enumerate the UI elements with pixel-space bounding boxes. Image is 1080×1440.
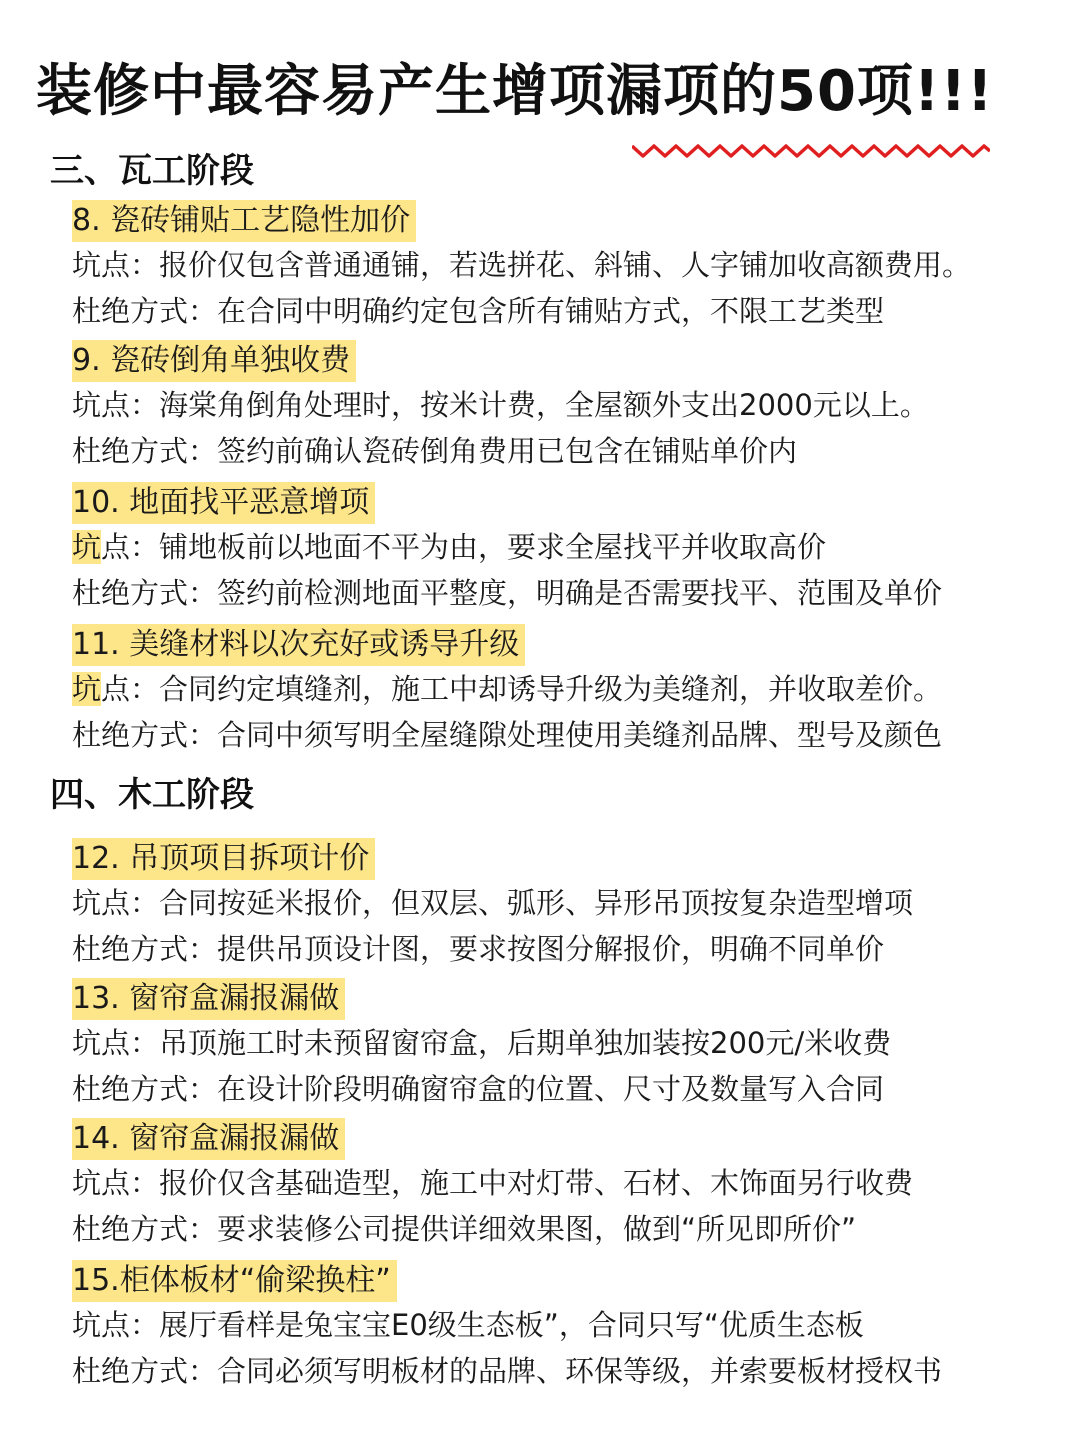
item-title: 13. 窗帘盒漏报漏做 xyxy=(72,978,345,1020)
fix-line xyxy=(72,1206,1032,1252)
pitfall-label: 坑点： xyxy=(72,1166,160,1200)
item-title: 15.柜体板材“偷梁换柱” xyxy=(72,1260,397,1302)
pitfall-label: 坑点： xyxy=(72,248,160,282)
pitfall-label: 点： xyxy=(101,672,160,706)
fix-text: 签约前确认瓷砖倒角费用已包含在铺贴单价内 xyxy=(217,434,798,468)
pitfall-text: 展厅看样是兔宝宝E0级生态板”，合同只写“优质生态板 xyxy=(159,1308,864,1342)
list-item xyxy=(72,200,1032,334)
fix-label: 杜绝方式： xyxy=(72,434,218,468)
fix-label: 杜绝方式： xyxy=(72,1072,218,1106)
pitfall-text: 报价仅包含普通通铺，若选拼花、斜铺、人字铺加收高额费用。 xyxy=(159,248,972,282)
list-item xyxy=(72,1260,1032,1394)
fix-label: 杜绝方式： xyxy=(72,1354,218,1388)
pitfall-text: 报价仅含基础造型，施工中对灯带、石材、木饰面另行收费 xyxy=(159,1166,914,1200)
pitfall-line xyxy=(72,880,1032,926)
fix-text: 提供吊顶设计图，要求按图分解报价，明确不同单价 xyxy=(217,932,885,966)
fix-line xyxy=(72,1066,1032,1112)
pitfall-label: 坑点： xyxy=(72,1026,160,1060)
fix-text: 合同必须写明板材的品牌、环保等级，并索要板材授权书 xyxy=(217,1354,943,1388)
pitfall-text: 铺地板前以地面不平为由，要求全屋找平并收取高价 xyxy=(159,530,827,564)
red-squiggle-decoration xyxy=(632,140,990,160)
item-title: 9. 瓷砖倒角单独收费 xyxy=(72,340,356,382)
fix-label: 杜绝方式： xyxy=(72,294,218,328)
fix-line xyxy=(72,1348,1032,1394)
item-title: 8. 瓷砖铺贴工艺隐性加价 xyxy=(72,200,416,242)
page-title: 装修中最容易产生增项漏项的50项!!! xyxy=(36,59,994,124)
fix-line xyxy=(72,926,1032,972)
list-item xyxy=(72,482,1032,616)
fix-line xyxy=(72,570,1032,616)
pitfall-text: 海棠角倒角处理时，按米计费，全屋额外支出2000元以上。 xyxy=(159,388,929,422)
fix-text: 在设计阶段明确窗帘盒的位置、尺寸及数量写入合同 xyxy=(217,1072,885,1106)
fix-text: 合同中须写明全屋缝隙处理使用美缝剂品牌、型号及颜色 xyxy=(217,718,943,752)
list-item xyxy=(72,838,1032,972)
pitfall-label: 坑点： xyxy=(72,1308,160,1342)
pitfall-label: 坑点： xyxy=(72,388,160,422)
section-heading: 四、木工阶段 xyxy=(50,775,254,815)
list-item xyxy=(72,624,1032,758)
fix-line xyxy=(72,288,1032,334)
item-title: 12. 吊顶项目拆项计价 xyxy=(72,838,375,880)
pitfall-line xyxy=(72,524,1032,570)
item-title: 10. 地面找平恶意增项 xyxy=(72,482,375,524)
fix-label: 杜绝方式： xyxy=(72,576,218,610)
section-heading: 三、瓦工阶段 xyxy=(50,151,254,191)
fix-text: 要求装修公司提供详细效果图，做到“所见即所价” xyxy=(217,1212,857,1246)
pitfall-text: 合同约定填缝剂，施工中却诱导升级为美缝剂，并收取差价。 xyxy=(159,672,943,706)
pitfall-line xyxy=(72,242,1032,288)
list-item xyxy=(72,978,1032,1112)
pitfall-line xyxy=(72,666,1032,712)
fix-line xyxy=(72,428,1032,474)
pitfall-label-highlight: 坑 xyxy=(72,672,102,706)
pitfall-label: 坑点： xyxy=(72,886,160,920)
pitfall-label: 点： xyxy=(101,530,160,564)
pitfall-label-highlight: 坑 xyxy=(72,530,102,564)
fix-text: 在合同中明确约定包含所有铺贴方式，不限工艺类型 xyxy=(217,294,885,328)
pitfall-line xyxy=(72,1302,1032,1348)
pitfall-line xyxy=(72,382,1032,428)
pitfall-line xyxy=(72,1160,1032,1206)
pitfall-text: 合同按延米报价，但双层、弧形、异形吊顶按复杂造型增项 xyxy=(159,886,914,920)
pitfall-text: 吊顶施工时未预留窗帘盒，后期单独加装按200元/米收费 xyxy=(159,1026,892,1060)
fix-text: 签约前检测地面平整度，明确是否需要找平、范围及单价 xyxy=(217,576,943,610)
item-title: 11. 美缝材料以次充好或诱导升级 xyxy=(72,624,525,666)
pitfall-line xyxy=(72,1020,1032,1066)
list-item xyxy=(72,1118,1032,1252)
fix-label: 杜绝方式： xyxy=(72,932,218,966)
fix-label: 杜绝方式： xyxy=(72,1212,218,1246)
fix-label: 杜绝方式： xyxy=(72,718,218,752)
list-item xyxy=(72,340,1032,474)
item-title: 14. 窗帘盒漏报漏做 xyxy=(72,1118,345,1160)
fix-line xyxy=(72,712,1032,758)
